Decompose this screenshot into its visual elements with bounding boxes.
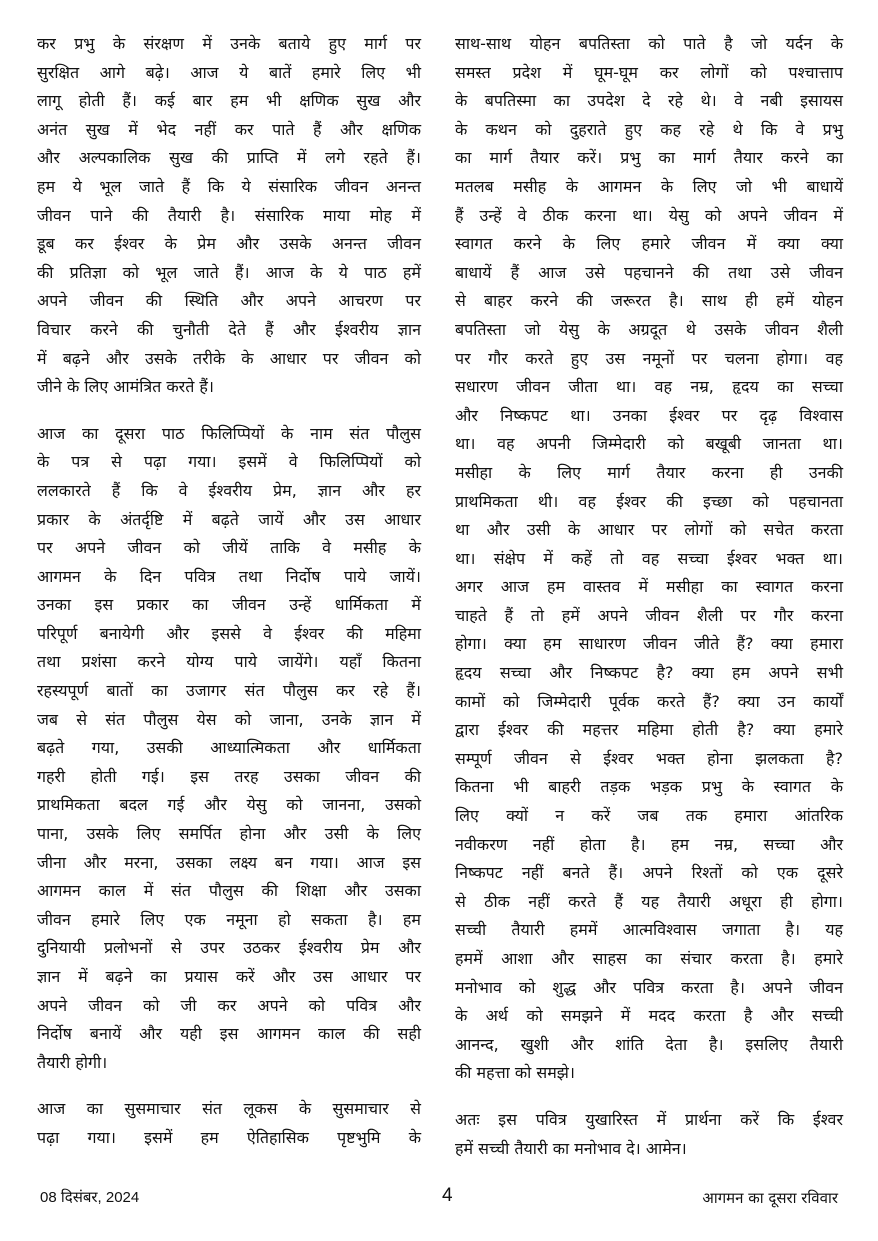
text-line: अगर आज हम वास्तव में मसीहा का स्वागत करना xyxy=(455,577,843,597)
text-line: हम ये भूल जाते हैं कि ये संसारिक जीवन अनन्त xyxy=(37,176,421,196)
text-line: ललकारते हैं कि वे ईश्वरीय प्रेम, ज्ञान और हर xyxy=(37,480,421,500)
text-line: तैयारी होगी। xyxy=(37,1052,108,1072)
text-line: हममें आशा और साहस का संचार करता है। हमारे xyxy=(455,949,843,968)
text-line: के बपतिस्मा का उपदेश दे रहे थे। वे नबी इसायस xyxy=(455,91,843,111)
text-line: साथ-साथ योहन बपतिस्ता को पाते है जो यर्दन के xyxy=(455,34,843,53)
text-line: मतलब मसीह के आगमन के लिए जो भी बाधायें xyxy=(455,176,843,196)
text-line: कामों को जिम्मेदारी पूर्वक करते हैं? क्या उन कार्यों xyxy=(455,691,843,711)
text-line: विचार करने की चुनौती देते हैं और ईश्वरीय ज्ञान xyxy=(37,319,421,339)
text-line: आगमन के दिन पवित्र तथा निर्दोष पाये जायें। xyxy=(37,566,421,586)
text-line: की महत्ता को समझे। xyxy=(455,1063,575,1083)
text-line: स्वागत करने के लिए हमारे जीवन में क्या क्या xyxy=(455,234,843,254)
text-line: सच्ची तैयारी हममें आत्मविश्वास जगाता है। यह xyxy=(455,920,843,940)
text-line: मसीहा के लिए मार्ग तैयार करना ही उनकी xyxy=(455,462,843,482)
paragraph xyxy=(455,30,843,1088)
text-line: पढ़ा गया। इसमें हम ऐतिहासिक पृष्टभुमि के xyxy=(37,1127,421,1147)
text-line: निर्दोष बनायें और यही इस आगमन काल की सही xyxy=(37,1024,421,1044)
page-number: 4 xyxy=(442,1185,453,1206)
text-line: द्वारा ईश्वर की महत्तर महिमा होती है? क्या हमारे xyxy=(455,720,843,740)
text-line: दुनियायी प्रलोभनों से उपर उठकर ईश्वरीय प्रेम और xyxy=(37,938,421,958)
paragraph xyxy=(37,420,421,1078)
text-line: ज्ञान में बढ़ने का प्रयास करें और उस आधार पर xyxy=(37,967,421,986)
text-line: कर प्रभु के संरक्षण में उनके बताये हुए मार्ग पर xyxy=(37,34,421,53)
text-line: निष्कपट नहीं बनते हैं। अपने रिश्तों को एक दूसरे xyxy=(455,863,843,883)
text-line: का मार्ग तैयार करें। प्रभु का मार्ग तैयार करने का xyxy=(455,148,843,168)
text-line: आगमन काल में संत पौलुस की शिक्षा और उसका xyxy=(37,881,421,901)
paragraph xyxy=(37,30,421,402)
text-line: हृदय सच्चा और निष्कपट है? क्या हम अपने सभी xyxy=(455,663,843,683)
text-line: सुरक्षित आगे बढ़े। आज ये बातें हमारे लिए भी xyxy=(37,62,421,82)
text-line: और निष्कपट था। उनका ईश्वर पर दृढ़ विश्वास xyxy=(455,405,843,425)
text-line: हैं उन्हें वे ठीक करना था। येसु को अपने जीवन में xyxy=(455,205,843,225)
text-line: प्रकार के अंतर्दृष्टि में बढ़ते जायें और उस आधार xyxy=(37,509,421,529)
text-line: था। वह अपनी जिम्मेदारी को बखूबी जानता था। xyxy=(455,434,843,454)
right-column xyxy=(455,30,843,1181)
text-line: सधारण जीवन जीता था। वह नम्र, हृदय का सच्चा xyxy=(455,377,843,397)
text-line: आनन्द, खुशी और शांति देता है। इसलिए तैयारी xyxy=(455,1034,843,1054)
text-line: डूब कर ईश्वर के प्रेम और उसके अनन्त जीवन xyxy=(37,234,421,254)
footer-title: आगमन का दूसरा रविवार xyxy=(702,1189,838,1207)
text-line: से बाहर करने की जरूरत है। साथ ही हमें योहन xyxy=(455,291,843,311)
text-line: तथा प्रशंसा करने योग्य पाये जायेंगे। यहाँ कितना xyxy=(37,652,421,672)
text-line: अनंत सुख में भेद नहीं कर पाते हैं और क्षणिक xyxy=(37,119,421,139)
text-line: हमें सच्ची तैयारी का मनोभाव दे। आमेन। xyxy=(455,1138,687,1158)
text-line: पर गौर करते हुए उस नमूनों पर चलना होगा। वह xyxy=(455,348,843,368)
text-line: आज का दूसरा पाठ फिलिप्पियों के नाम संत पौलुस xyxy=(37,423,421,443)
text-line: प्राथमिकता थी। वह ईश्वर की इच्छा को पहचानता xyxy=(455,491,843,511)
text-line: गहरी होती गई। इस तरह उसका जीवन की xyxy=(37,766,421,786)
text-line: था। संक्षेप में कहें तो वह सच्चा ईश्वर भक्त था। xyxy=(455,548,843,568)
text-line: बढ़ते गया, उसकी आध्यात्मिकता और धार्मिकता xyxy=(37,738,421,758)
text-line: लागू होती हैं। कई बार हम भी क्षणिक सुख और xyxy=(37,91,421,111)
text-line: परिपूर्ण बनायेगी और इससे वे ईश्वर की महिमा xyxy=(37,623,421,643)
text-line: सम्पूर्ण जीवन से ईश्वर भक्त होना झलकता है? xyxy=(455,748,843,768)
text-line: बपतिस्ता जो येसु के अग्रदूत थे उसके जीवन शैली xyxy=(455,319,843,339)
text-line: पर अपने जीवन को जीयें ताकि वे मसीह के xyxy=(37,538,421,558)
text-line: जीने के लिए आमंत्रित करते हैं। xyxy=(37,377,214,397)
text-line: रहस्यपूर्ण बातों का उजागर संत पौलुस कर रहे हैं। xyxy=(37,681,421,701)
text-line: मनोभाव को शुद्ध और पवित्र करता है। अपने जीवन xyxy=(455,977,843,997)
text-line: के अर्थ को समझने में मदद करता है और सच्ची xyxy=(455,1006,843,1026)
text-line: अपने जीवन की स्थिति और अपने आचरण पर xyxy=(37,291,421,311)
text-line: के कथन को दुहराते हुए कह रहे थे कि वे प्रभु xyxy=(455,119,843,139)
text-line: पाना, उसके लिए समर्पित होना और उसी के लिए xyxy=(37,824,421,844)
text-line: प्राथमिकता बदल गई और येसु को जानना, उसको xyxy=(37,795,421,815)
text-line: कितना भी बाहरी तड़क भड़क प्रभु के स्वागत के xyxy=(455,777,843,797)
text-line: जब से संत पौलुस येस को जाना, उनके ज्ञान में xyxy=(37,709,421,729)
text-line: से ठीक नहीं करते हैं यह तैयारी अधूरा ही होगा। xyxy=(455,891,843,911)
paragraph xyxy=(455,1106,843,1163)
text-line: जीवन पाने की तैयारी है। संसारिक माया मोह में xyxy=(37,205,421,225)
text-line: चाहते हैं तो हमें अपने जीवन शैली पर गौर करना xyxy=(455,605,843,625)
text-line: समस्त प्रदेश में घूम-घूम कर लोगों को पश्चात्ताप xyxy=(455,62,843,82)
text-line: जीवन हमारे लिए एक नमूना हो सकता है। हम xyxy=(37,909,421,929)
text-line: के पत्र से पढ़ा गया। इसमें वे फिलिप्पियों को xyxy=(37,452,421,472)
text-line: में बढ़ने और उसके तरीके के आधार पर जीवन को xyxy=(37,348,421,368)
text-line: उनका इस प्रकार का जीवन उन्हें धार्मिकता में xyxy=(37,595,421,615)
paragraph xyxy=(37,1095,421,1152)
text-line: था और उसी के आधार पर लोगों को सचेत करता xyxy=(455,520,843,540)
left-column xyxy=(37,30,421,1171)
text-line: अपने जीवन को जी कर अपने को पवित्र और xyxy=(37,995,421,1015)
footer-date: 08 दिसंबर, 2024 xyxy=(40,1189,140,1206)
text-line: बाधायें हैं आज उसे पहचानने की तथा उसे जीवन xyxy=(455,262,843,282)
text-line: होगा। क्या हम साधारण जीवन जीते हैं? क्या हमारा xyxy=(455,634,843,654)
text-line: नवीकरण नहीं होता है। हम नम्र, सच्चा और xyxy=(455,834,843,854)
text-line: लिए क्यों न करें जब तक हमारा आंतरिक xyxy=(455,806,843,826)
text-line: की प्रतिज्ञा को भूल जाते हैं। आज के ये पाठ हमें xyxy=(37,262,421,282)
text-line: और अल्पकालिक सुख की प्राप्ति में लगे रहते हैं। xyxy=(37,148,421,168)
text-line: अतः इस पवित्र युखारिस्त में प्रार्थना करें कि ईश्वर xyxy=(455,1109,843,1129)
text-line: जीना और मरना, उसका लक्ष्य बन गया। आज इस xyxy=(37,852,421,872)
text-line: आज का सुसमाचार संत लूकस के सुसमाचार से xyxy=(37,1099,421,1119)
